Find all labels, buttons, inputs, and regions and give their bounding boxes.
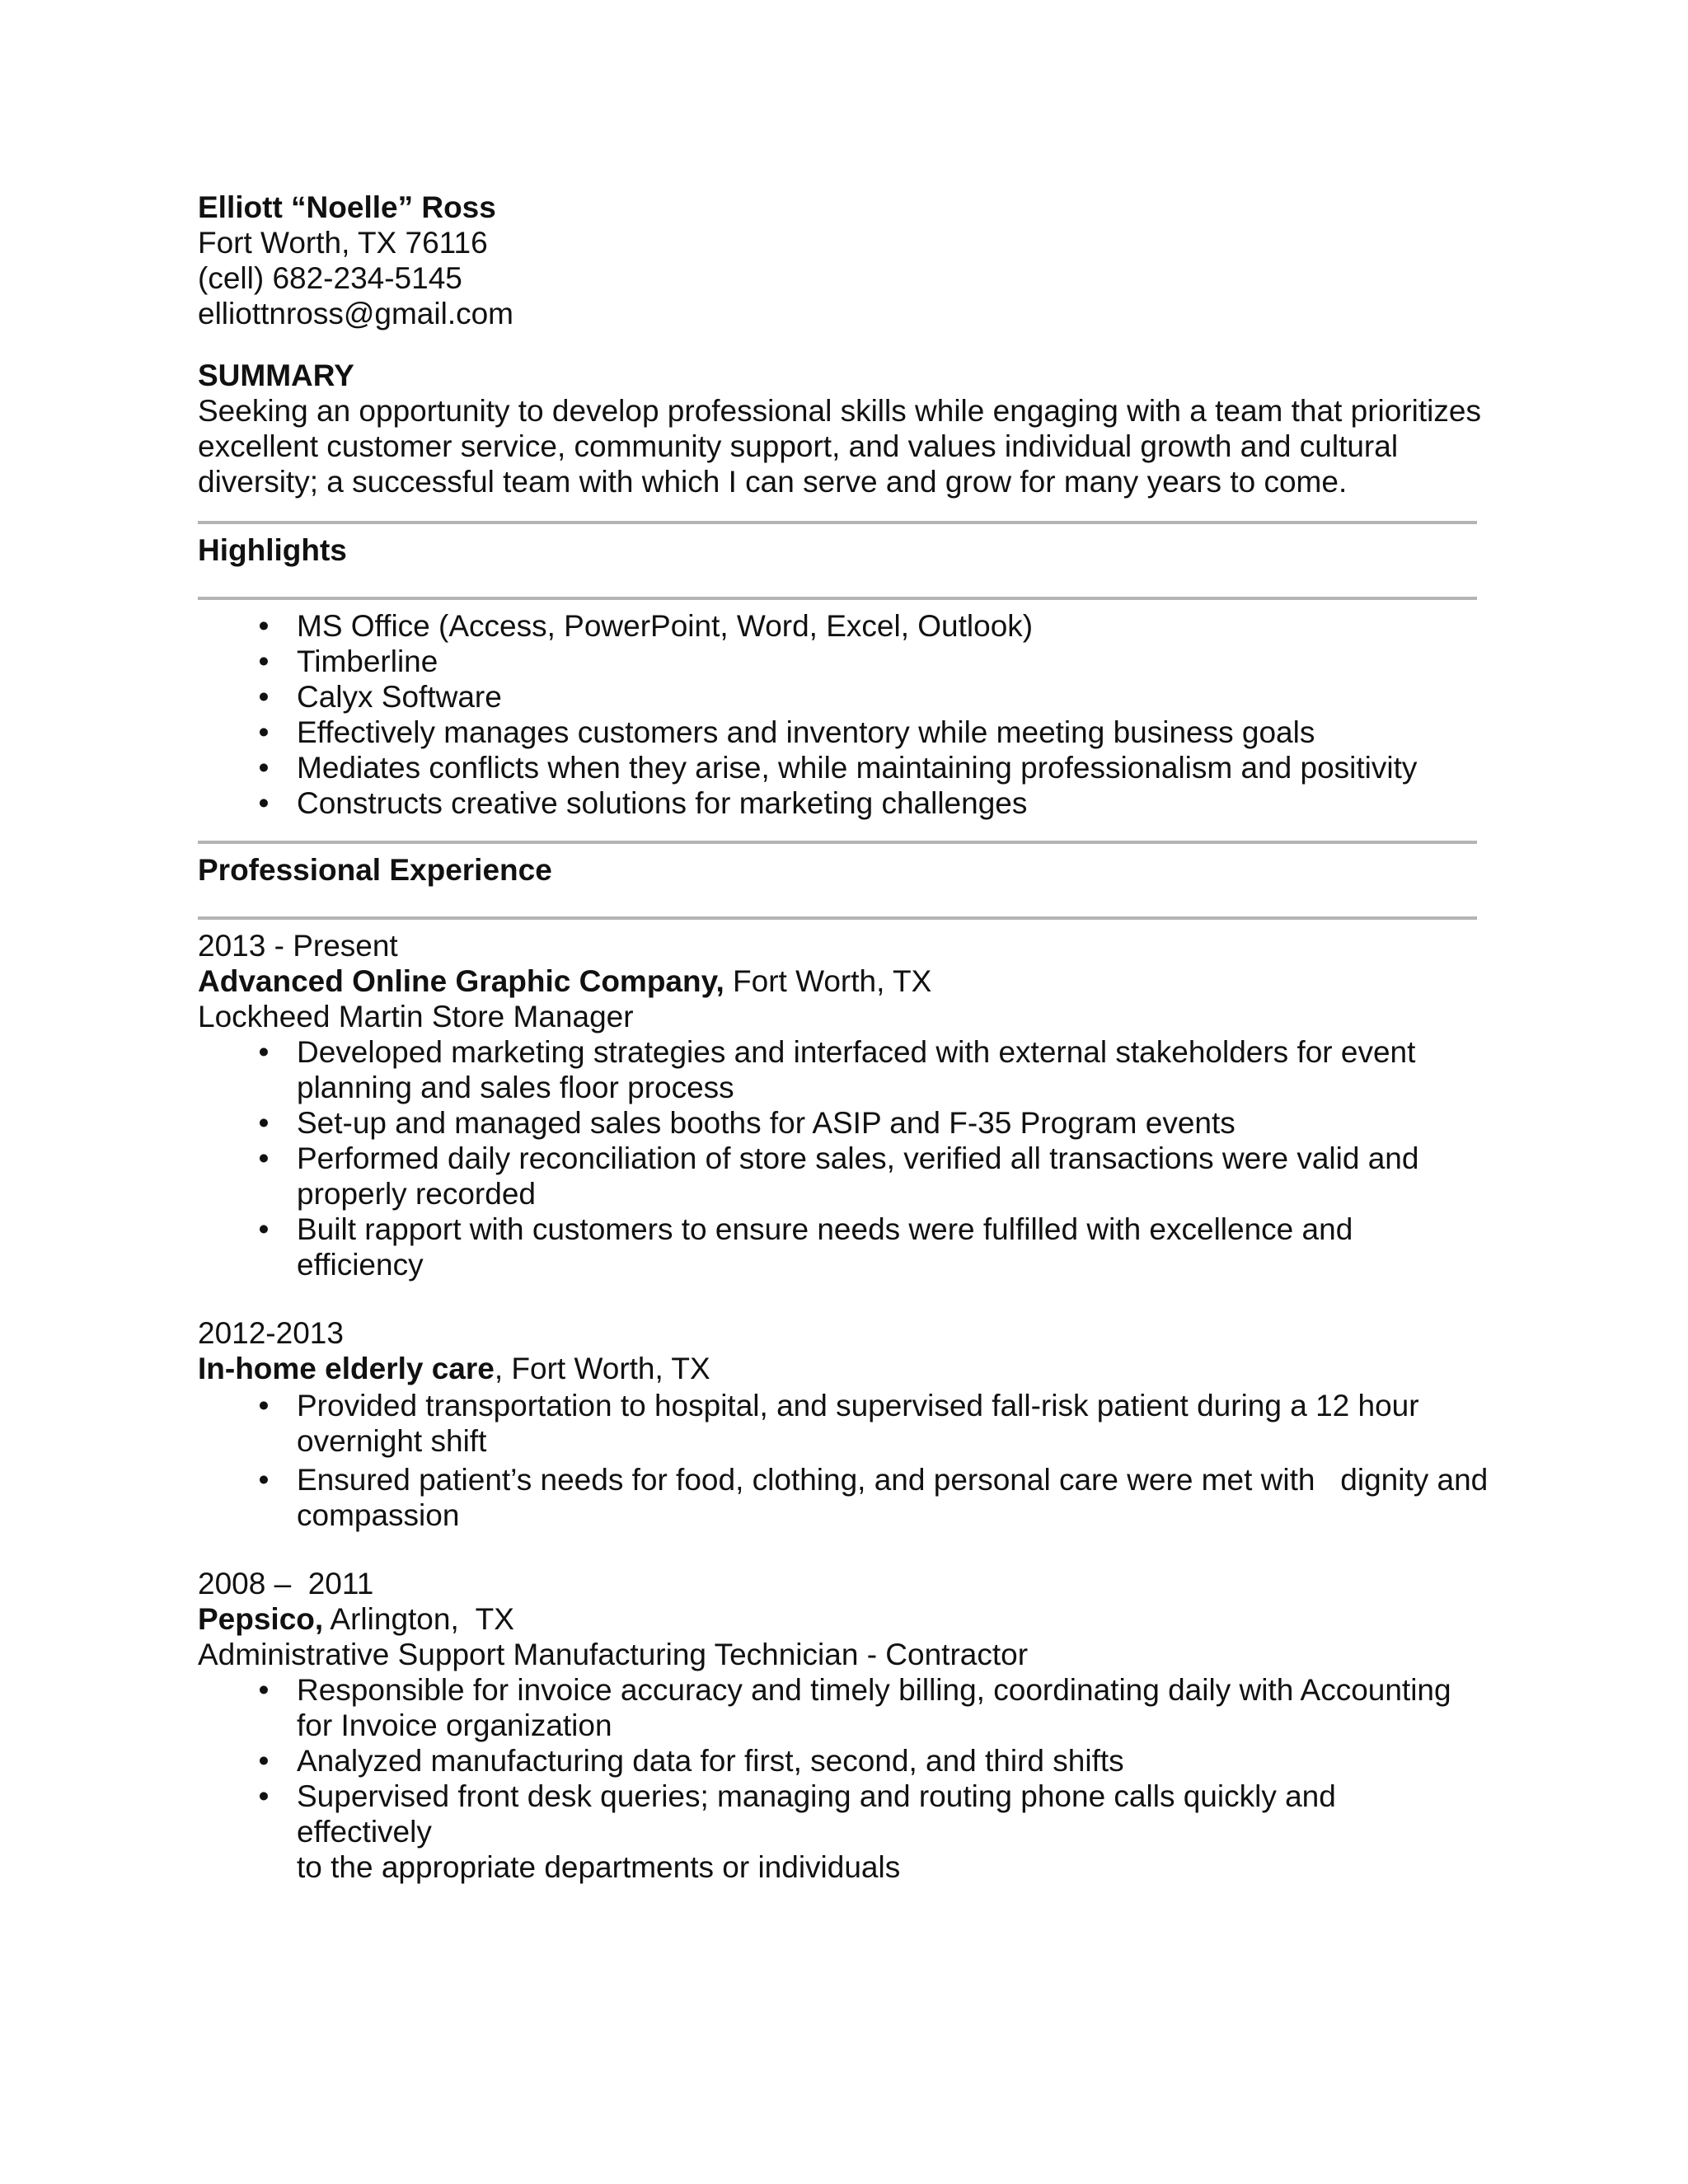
job-entry	[198, 1315, 1489, 1533]
summary-heading: SUMMARY	[198, 359, 354, 392]
summary-line: excellent customer service, community support, and values individual growth and cultural	[198, 429, 1399, 463]
bullet-icon: •	[258, 1673, 270, 1707]
address: Fort Worth, TX 76116	[198, 226, 488, 260]
list-item: • Built rapport with customers to ensure needs were fulfilled with excellence and efficiency	[198, 1212, 1477, 1282]
bullet-icon: •	[258, 609, 270, 643]
job-employer-line	[198, 963, 1477, 999]
bullet-icon: •	[258, 644, 270, 678]
bullet-icon: •	[258, 1389, 270, 1422]
job-location: Arlington, TX	[323, 1602, 514, 1636]
bullet-icon: •	[258, 786, 270, 820]
email: elliottnross@gmail.com	[198, 297, 514, 330]
job-duties	[198, 1672, 1477, 1885]
job-company: In-home elderly care	[198, 1352, 495, 1385]
job-entry	[198, 928, 1477, 1282]
bullet-icon: •	[258, 1463, 270, 1497]
summary-line: Seeking an opportunity to develop professional skills while engaging with a team that prioritizes	[198, 394, 1481, 428]
contact-block	[198, 190, 1477, 331]
highlights-list	[198, 608, 1477, 821]
phone: (cell) 682-234-5145	[198, 261, 462, 295]
bullet-icon: •	[258, 1106, 270, 1140]
job-company: Advanced Online Graphic Company,	[198, 964, 724, 998]
list-item: • Responsible for invoice accuracy and timely billing, coordinating daily with Accounting for Invoice organization	[198, 1672, 1477, 1743]
job-dates: 2013 - Present	[198, 929, 398, 963]
bullet-icon: •	[258, 1744, 270, 1778]
list-item: • Calyx Software	[198, 679, 1477, 715]
list-item: • Developed marketing strategies and interfaced with external stakeholders for event planning and sales floor process	[198, 1034, 1477, 1105]
job-employer-line	[198, 1601, 1477, 1637]
bullet-icon: •	[258, 1035, 270, 1069]
list-item: • Mediates conflicts when they arise, while maintaining professionalism and positivity	[198, 750, 1477, 785]
job-title: Lockheed Martin Store Manager	[198, 1000, 634, 1033]
list-item: • Provided transportation to hospital, and supervised fall-risk patient during a 12 hour overnight shift	[198, 1388, 1477, 1459]
job-title: Administrative Support Manufacturing Technician - Contractor	[198, 1638, 1029, 1671]
job-dates: 2012-2013	[198, 1316, 344, 1350]
candidate-name: Elliott “Noelle” Ross	[198, 190, 496, 224]
list-item: • Timberline	[198, 644, 1477, 679]
bullet-icon: •	[258, 751, 270, 785]
highlights-heading: Highlights	[198, 533, 347, 567]
job-company: Pepsico,	[198, 1602, 324, 1636]
bullet-icon: •	[258, 1779, 270, 1813]
job-location: Fort Worth, TX	[724, 964, 932, 998]
list-item: • Effectively manages customers and inventory while meeting business goals	[198, 715, 1477, 750]
list-item: • MS Office (Access, PowerPoint, Word, Excel, Outlook)	[198, 608, 1477, 644]
bullet-icon: •	[258, 680, 270, 714]
bullet-icon: •	[258, 715, 270, 749]
list-item: • Performed daily reconciliation of store sales, verified all transactions were valid and properly recorded	[198, 1141, 1477, 1212]
job-dates: 2008 – 2011	[198, 1567, 374, 1601]
bullet-icon: •	[258, 1141, 270, 1175]
job-duties	[198, 1034, 1477, 1282]
bullet-icon: •	[258, 1212, 270, 1246]
summary-section	[198, 358, 1481, 499]
experience-heading: Professional Experience	[198, 853, 552, 887]
list-item: • Set-up and managed sales booths for ASIP and F-35 Program events	[198, 1105, 1477, 1141]
job-duties	[198, 1388, 1489, 1533]
job-location: , Fort Worth, TX	[494, 1352, 710, 1385]
resume-page	[198, 190, 1489, 1885]
job-employer-line	[198, 1351, 1477, 1386]
summary-line: diversity; a successful team with which I can serve and grow for many years to come.	[198, 465, 1348, 499]
list-item: • Supervised front desk queries; managing and routing phone calls quickly and effectively to the appropriate departments or individuals	[198, 1779, 1477, 1885]
job-entry	[198, 1566, 1477, 1885]
list-item: • Ensured patient’s needs for food, clothing, and personal care were met with dignity and compassion	[198, 1462, 1477, 1533]
list-item: • Analyzed manufacturing data for first, second, and third shifts	[198, 1743, 1477, 1779]
list-item: • Constructs creative solutions for marketing challenges	[198, 785, 1477, 821]
